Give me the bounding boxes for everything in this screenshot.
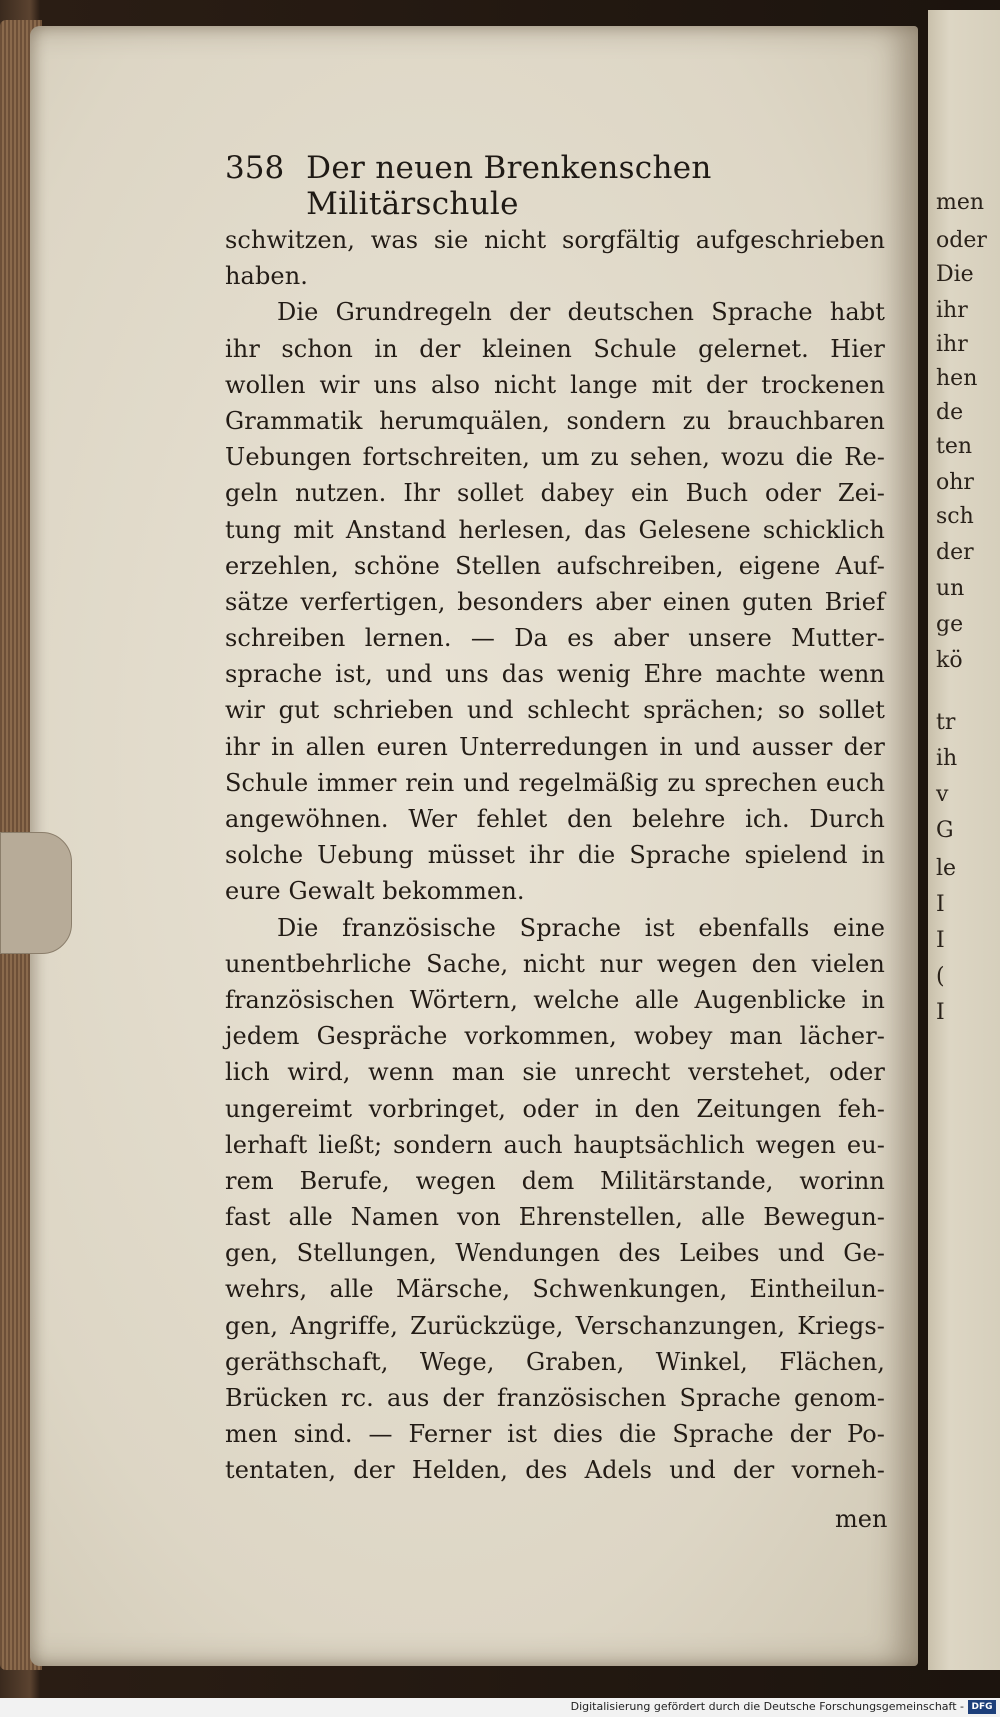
facing-page-fragment: ge bbox=[936, 612, 964, 637]
facing-page-fragment: kö bbox=[936, 648, 963, 673]
digitization-footer bbox=[0, 1698, 1000, 1717]
text-line: lerhaft ließt; sondern auch hauptsächlich wegen eu- bbox=[225, 1130, 885, 1159]
text-line: fast alle Namen von Ehrenstellen, alle Bewegun- bbox=[225, 1203, 885, 1232]
text-line: rem Berufe, wegen dem Militärstande, worinn bbox=[225, 1166, 885, 1195]
text-line: tentaten, der Helden, des Adels und der vorneh- bbox=[225, 1456, 885, 1485]
facing-page-fragment: ihr bbox=[936, 332, 968, 357]
text-line: tung mit Anstand herlesen, das Gelesene schicklich bbox=[225, 515, 885, 544]
page-number: 358 bbox=[225, 150, 285, 186]
text-line: sprache ist, und uns das wenig Ehre machte wenn bbox=[225, 660, 885, 689]
facing-page-fragment: sch bbox=[936, 504, 974, 529]
text-line: lich wird, wenn man sie unrecht verstehet, oder bbox=[225, 1058, 885, 1087]
facing-page-fragment: v bbox=[936, 782, 949, 807]
catchword: men bbox=[835, 1505, 888, 1533]
text-line: eure Gewalt bekommen. bbox=[225, 877, 525, 906]
facing-page bbox=[928, 10, 1000, 1670]
text-line: gen, Angriffe, Zurückzüge, Verschanzungen, Kriegs- bbox=[225, 1311, 885, 1340]
text-line: angewöhnen. Wer fehlet den belehre ich. Durch bbox=[225, 805, 885, 833]
text-line: geräthschaft, Wege, Graben, Winkel, Flächen, bbox=[225, 1347, 885, 1376]
facing-page-fragment: hen bbox=[936, 366, 978, 391]
text-line: ungereimt vorbringet, oder in den Zeitungen feh- bbox=[225, 1094, 885, 1123]
text-line: schreiben lernen. — Da es aber unsere Mutter- bbox=[225, 624, 885, 653]
facing-page-fragment: I bbox=[936, 1000, 945, 1025]
facing-page-fragment: I bbox=[936, 892, 945, 917]
text-line: Die Grundregeln der deutschen Sprache habt bbox=[277, 298, 885, 327]
text-line: gen, Stellungen, Wendungen des Leibes und Ge- bbox=[225, 1239, 885, 1268]
facing-page-fragment: le bbox=[936, 856, 957, 881]
facing-page-fragment: der bbox=[936, 540, 974, 565]
footer-credit: Digitalisierung gefördert durch die Deutsche Forschungsgemeinschaft - bbox=[570, 1700, 964, 1713]
facing-page-fragment: de bbox=[936, 400, 964, 425]
facing-page-fragment: ohr bbox=[936, 470, 974, 495]
text-line: Die französische Sprache ist ebenfalls eine bbox=[277, 913, 885, 942]
text-line: unentbehrliche Sache, nicht nur wegen den vielen bbox=[225, 949, 885, 978]
text-line: schwitzen, was sie nicht sorgfältig aufgeschrieben bbox=[225, 226, 885, 254]
facing-page-fragment: ih bbox=[936, 746, 958, 771]
facing-page-fragment: oder bbox=[936, 228, 987, 253]
facing-page-fragment: tr bbox=[936, 710, 956, 735]
running-title: Der neuen Brenkenschen Militärschule bbox=[306, 150, 712, 222]
text-line: men sind. — Ferner ist dies die Sprache der Po- bbox=[225, 1420, 885, 1449]
facing-page-fragment: ihr bbox=[936, 298, 968, 323]
text-line: wir gut schrieben und schlecht sprächen; so sollet bbox=[225, 696, 885, 725]
facing-page-fragment: I bbox=[936, 928, 945, 953]
text-line: sätze verfertigen, besonders aber einen guten Brief bbox=[225, 587, 885, 616]
text-line: ihr in allen euren Unterredungen in und ausser der bbox=[225, 732, 885, 761]
facing-page-fragment: un bbox=[936, 576, 965, 601]
text-line: wollen wir uns also nicht lange mit der trockenen bbox=[225, 370, 885, 399]
facing-page-fragment: ( bbox=[936, 964, 945, 989]
text-line: Schule immer rein und regelmäßig zu sprechen euch bbox=[225, 768, 885, 797]
text-line: solche Uebung müsset ihr die Sprache spielend in bbox=[225, 841, 885, 870]
dfg-logo: DFG bbox=[968, 1700, 996, 1714]
facing-page-fragment: ten bbox=[936, 434, 973, 459]
text-line: haben. bbox=[225, 262, 309, 291]
bookmark-strip bbox=[0, 832, 72, 954]
text-line: wehrs, alle Märsche, Schwenkungen, Eintheilun- bbox=[225, 1275, 885, 1304]
body-text bbox=[225, 222, 885, 1489]
page-header bbox=[225, 150, 865, 222]
text-line: französischen Wörtern, welche alle Augenblicke in bbox=[225, 985, 885, 1014]
facing-page-fragment: Die bbox=[936, 262, 974, 287]
text-line: Uebungen fortschreiten, um zu sehen, wozu die Re- bbox=[225, 443, 885, 472]
text-line: ihr schon in der kleinen Schule gelernet. Hier bbox=[225, 334, 885, 363]
text-line: Brücken rc. aus der französischen Sprache genom- bbox=[225, 1384, 885, 1412]
text-line: jedem Gespräche vorkommen, wobey man lächer- bbox=[225, 1022, 885, 1051]
text-line: erzehlen, schöne Stellen aufschreiben, eigene Auf- bbox=[225, 551, 885, 580]
text-line: geln nutzen. Ihr sollet dabey ein Buch oder Zei- bbox=[225, 479, 885, 508]
text-line: Grammatik herumquälen, sondern zu brauchbaren bbox=[225, 406, 885, 435]
facing-page-fragment: G bbox=[936, 818, 954, 843]
facing-page-fragment: men bbox=[936, 190, 985, 215]
